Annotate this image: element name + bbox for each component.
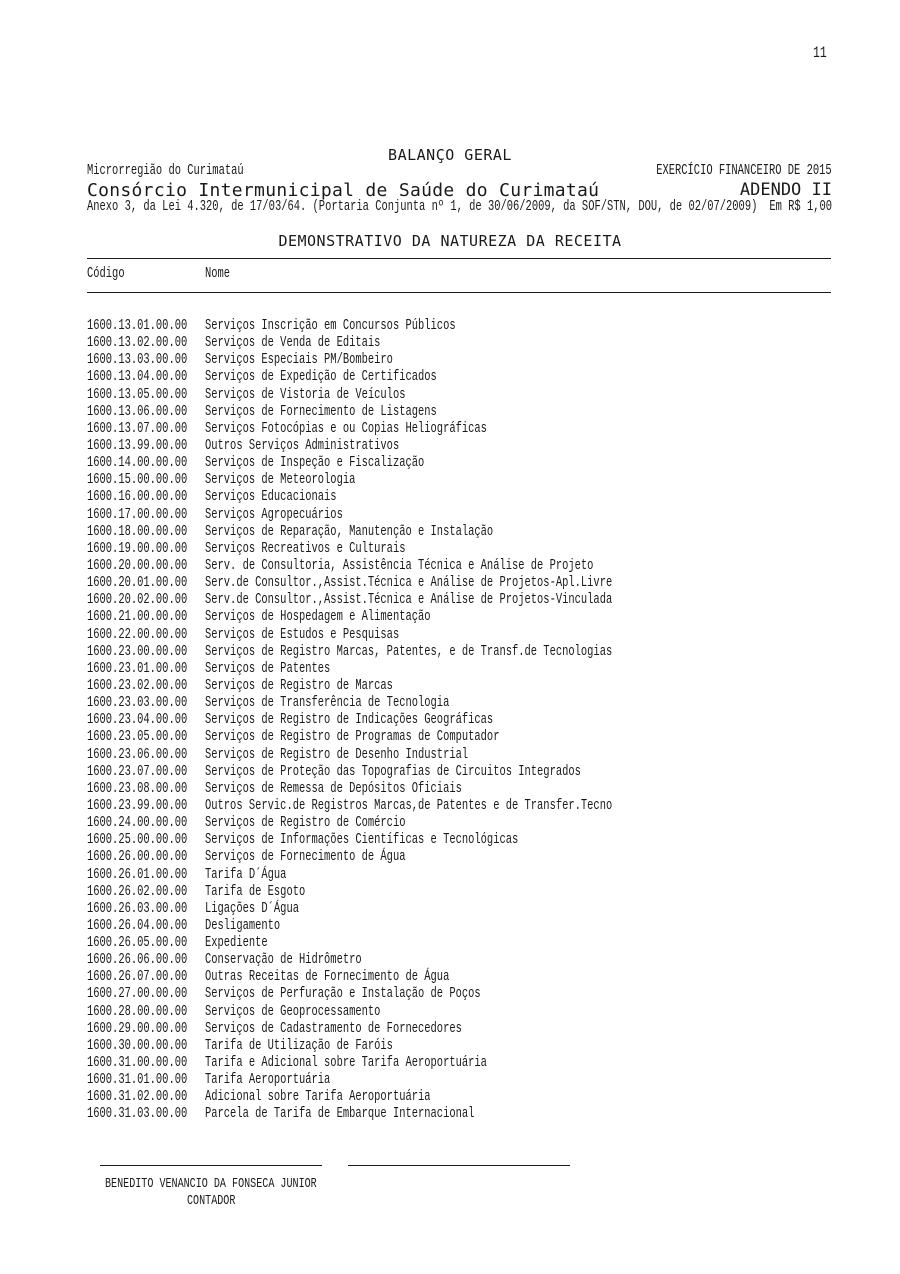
row-code: 1600.17.00.00.00 (87, 506, 188, 523)
row-code: 1600.26.02.00.00 (87, 883, 188, 900)
row-code: 1600.23.04.00.00 (87, 712, 188, 729)
row-code: 1600.13.03.00.00 (87, 352, 188, 369)
section-title: DEMONSTRATIVO DA NATUREZA DA RECEITA (278, 232, 622, 250)
row-name: Serviços Agropecuários (205, 506, 343, 523)
row-code: 1600.13.05.00.00 (87, 386, 188, 403)
row-name: Serviços Recreativos e Culturais (205, 540, 406, 557)
row-code: 1600.15.00.00.00 (87, 472, 188, 489)
row-name: Adicional sobre Tarifa Aeroportuária (205, 1089, 431, 1106)
signature-line-left (100, 1165, 322, 1166)
row-name: Serviços Especiais PM/Bombeiro (205, 352, 393, 369)
row-name: Serviços de Venda de Editais (205, 335, 381, 352)
row-code: 1600.23.02.00.00 (87, 677, 188, 694)
signature-line-right (348, 1165, 570, 1166)
addendum-label: ADENDO II (739, 180, 832, 200)
row-name: Tarifa de Utilização de Faróis (205, 1037, 393, 1054)
row-name: Outros Servic.de Registros Marcas,de Patentes e de Transfer.Tecno (205, 797, 613, 814)
row-code: 1600.26.03.00.00 (87, 900, 188, 917)
legal-basis: Anexo 3, da Lei 4.320, de 17/03/64. (Portaria Conjunta nº 1, de 30/06/2009, da SOF/STN, DOU, de 02/07/2009) (87, 199, 758, 215)
row-code: 1600.23.03.00.00 (87, 695, 188, 712)
row-name: Serviços de Reparação, Manutenção e Instalação (205, 523, 494, 540)
row-name: Tarifa e Adicional sobre Tarifa Aeroportuária (205, 1055, 487, 1072)
row-name: Serviços de Patentes (205, 660, 331, 677)
row-code: 1600.20.00.00.00 (87, 557, 188, 574)
row-name: Serviços Fotocópias e ou Copias Heliográficas (205, 420, 487, 437)
row-code: 1600.30.00.00.00 (87, 1037, 188, 1054)
row-name: Serviços de Meteorologia (205, 472, 356, 489)
row-name: Serviços de Informações Científicas e Tecnológicas (205, 832, 519, 849)
row-code: 1600.13.02.00.00 (87, 335, 188, 352)
row-code: 1600.26.07.00.00 (87, 969, 188, 986)
row-name: Serviços de Registro de Marcas (205, 677, 393, 694)
row-code: 1600.13.06.00.00 (87, 403, 188, 420)
row-name: Parcela de Tarifa de Embarque Internacional (205, 1106, 475, 1123)
row-name: Outros Serviços Administrativos (205, 437, 400, 454)
row-name: Serviços de Transferência de Tecnologia (205, 695, 450, 712)
column-header-name: Nome (205, 266, 231, 282)
row-name: Serviços de Expedição de Certificados (205, 369, 437, 386)
row-name: Serviços de Fornecimento de Água (205, 849, 406, 866)
row-name: Ligações D´Água (205, 900, 299, 917)
row-code: 1600.25.00.00.00 (87, 832, 188, 849)
row-code: 1600.19.00.00.00 (87, 540, 188, 557)
row-code: 1600.22.00.00.00 (87, 626, 188, 643)
row-code: 1600.13.01.00.00 (87, 318, 188, 334)
row-code: 1600.27.00.00.00 (87, 986, 188, 1003)
row-code: 1600.13.99.00.00 (87, 437, 188, 454)
signer-name: BENEDITO VENANCIO DA FONSECA JUNIOR (105, 1176, 317, 1192)
row-code: 1600.23.06.00.00 (87, 746, 188, 763)
row-code: 1600.23.07.00.00 (87, 763, 188, 780)
currency-unit: Em R$ 1,00 (769, 199, 832, 215)
row-name: Serv.de Consultor.,Assist.Técnica e Análise de Projetos-Vinculada (205, 592, 613, 609)
row-name: Serviços de Estudos e Pesquisas (205, 626, 400, 643)
row-code: 1600.20.02.00.00 (87, 592, 188, 609)
row-code: 1600.13.07.00.00 (87, 420, 188, 437)
row-name: Serviços de Geoprocessamento (205, 1003, 381, 1020)
page-number: 11 (812, 44, 827, 62)
row-name: Serviços de Hospedagem e Alimentação (205, 609, 431, 626)
row-name: Serviços de Registro Marcas, Patentes, e de Transf.de Tecnologias (205, 643, 613, 660)
row-name: Serviços de Registro de Desenho Industrial (205, 746, 469, 763)
row-code: 1600.24.00.00.00 (87, 815, 188, 832)
row-name: Desligamento (205, 917, 281, 934)
row-code: 1600.20.01.00.00 (87, 575, 188, 592)
row-name: Expediente (205, 935, 268, 952)
row-name: Serviços Educacionais (205, 489, 337, 506)
row-code: 1600.29.00.00.00 (87, 1020, 188, 1037)
row-code: 1600.31.01.00.00 (87, 1072, 188, 1089)
row-code: 1600.26.06.00.00 (87, 952, 188, 969)
row-name: Serv.de Consultor.,Assist.Técnica e Análise de Projetos-Apl.Livre (205, 575, 613, 592)
header-rule-top (87, 258, 831, 259)
row-code: 1600.31.03.00.00 (87, 1106, 188, 1123)
row-code: 1600.26.00.00.00 (87, 849, 188, 866)
organization-name: Consórcio Intermunicipal de Saúde do Curimataú (87, 180, 600, 201)
row-code: 1600.23.01.00.00 (87, 660, 188, 677)
row-code: 1600.26.05.00.00 (87, 935, 188, 952)
row-code: 1600.23.08.00.00 (87, 780, 188, 797)
row-name: Serviços de Fornecimento de Listagens (205, 403, 437, 420)
row-code: 1600.31.02.00.00 (87, 1089, 188, 1106)
row-name: Serviços de Registro de Indicações Geográficas (205, 712, 494, 729)
row-name: Serviços de Vistoria de Veículos (205, 386, 406, 403)
row-name: Serviços de Proteção das Topografias de Circuitos Integrados (205, 763, 581, 780)
row-code: 1600.23.00.00.00 (87, 643, 188, 660)
row-name: Serviços de Registro de Comércio (205, 815, 406, 832)
row-code: 1600.31.00.00.00 (87, 1055, 188, 1072)
row-code: 1600.14.00.00.00 (87, 455, 188, 472)
row-code: 1600.16.00.00.00 (87, 489, 188, 506)
row-name: Tarifa D´Água (205, 866, 287, 883)
row-name: Serviços de Registro de Programas de Computador (205, 729, 500, 746)
row-code: 1600.23.99.00.00 (87, 797, 188, 814)
fiscal-year-label: EXERCÍCIO FINANCEIRO DE 2015 (656, 163, 832, 179)
row-name: Outras Receitas de Fornecimento de Água (205, 969, 450, 986)
column-header-code: Código (87, 266, 125, 282)
signer-role: CONTADOR (187, 1193, 236, 1209)
row-name: Tarifa de Esgoto (205, 883, 306, 900)
row-code: 1600.26.04.00.00 (87, 917, 188, 934)
region-label: Microrregião do Curimataú (87, 163, 244, 179)
row-code: 1600.18.00.00.00 (87, 523, 188, 540)
row-name: Serviços de Cadastramento de Fornecedores (205, 1020, 462, 1037)
row-name: Tarifa Aeroportuária (205, 1072, 331, 1089)
row-code: 1600.13.04.00.00 (87, 369, 188, 386)
row-code: 1600.23.05.00.00 (87, 729, 188, 746)
row-code: 1600.28.00.00.00 (87, 1003, 188, 1020)
row-code: 1600.21.00.00.00 (87, 609, 188, 626)
row-name: Serviços Inscrição em Concursos Públicos (205, 318, 456, 334)
report-title: BALANÇO GERAL (388, 146, 512, 164)
row-name: Serv. de Consultoria, Assistência Técnica e Análise de Projeto (205, 557, 594, 574)
row-name: Serviços de Perfuração e Instalação de Poços (205, 986, 481, 1003)
row-code: 1600.26.01.00.00 (87, 866, 188, 883)
row-name: Serviços de Remessa de Depósitos Oficiais (205, 780, 462, 797)
row-name: Serviços de Inspeção e Fiscalização (205, 455, 425, 472)
header-rule-bottom (87, 292, 831, 293)
row-name: Conservação de Hidrômetro (205, 952, 362, 969)
